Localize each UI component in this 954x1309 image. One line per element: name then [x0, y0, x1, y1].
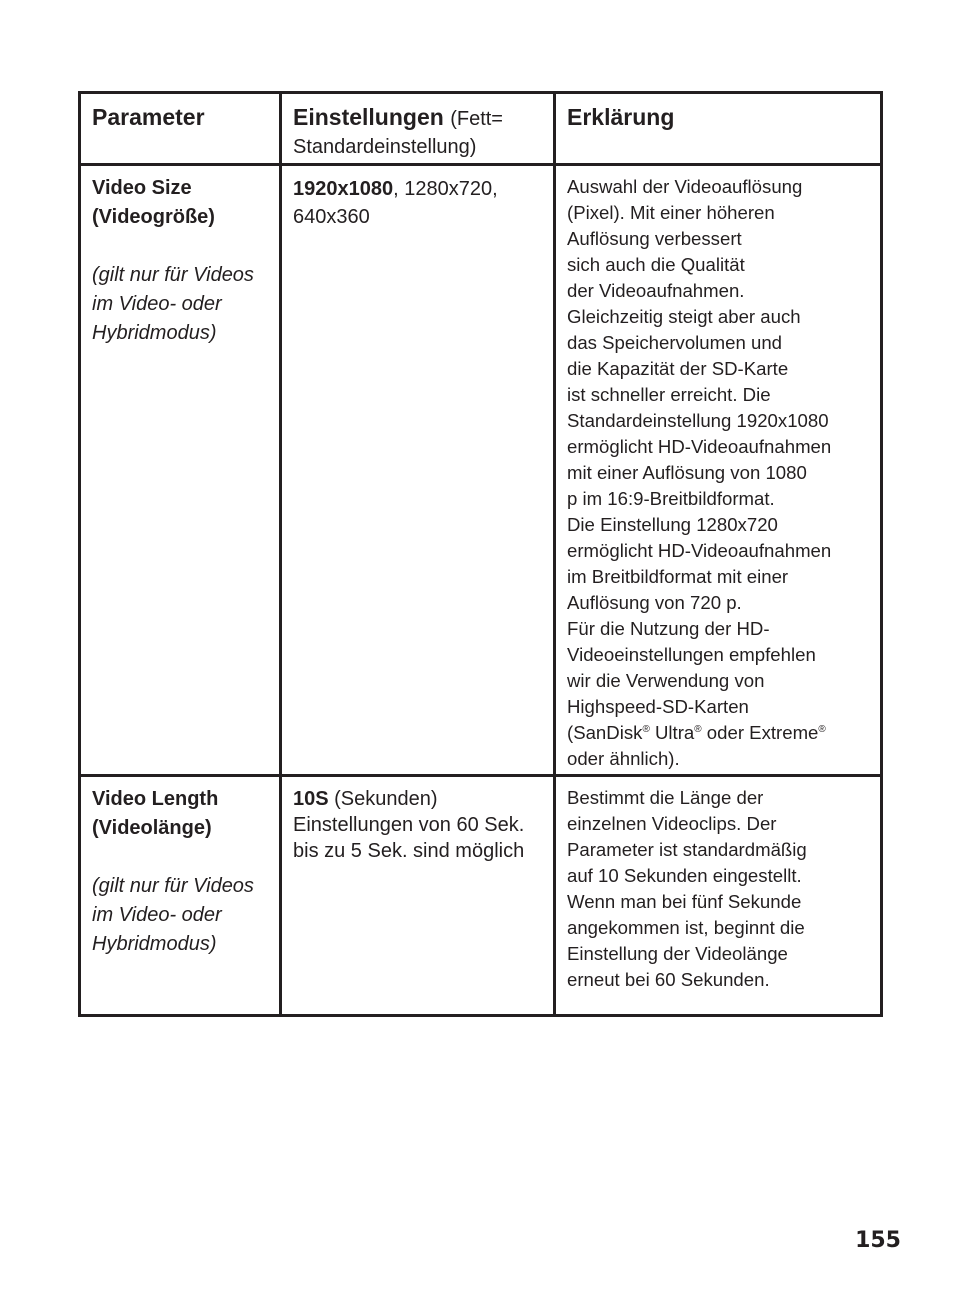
param-note: (gilt nur für Videos im Video- oder Hybridmodus) [92, 875, 254, 955]
explanation-end: oder ähnlich). [567, 748, 680, 769]
setting-options: , 1280x720, 640x360 [293, 178, 498, 228]
brand-sandisk: (SanDisk [567, 722, 643, 743]
header-settings-main: Einstellungen [293, 104, 444, 130]
header-row [80, 93, 882, 165]
table-row-video-size [80, 165, 882, 776]
explanation-cell [555, 165, 882, 776]
param-name: Video Length [92, 788, 219, 810]
explanation-text: Auswahl der Videoauflösung (Pixel). Mit einer höheren Auflösung verbessert sich auch die Qualität der Videoaufnahmen. Gleichzeitig steigt aber auch das Speichervolumen und die Kapazität der SD-Karte ist schneller erreicht. Die Standardeinstellung 1920x1080 ermöglicht HD-Videoaufnahmen mit einer Auflösung von 1080 p im 16:9-Breitbildformat. Die Einstellung 1280x720 ermöglicht HD-Videoaufnahmen im Breitbildformat mit einer Auflösung von 720 p. Für die Nutzung der HD- Videoeinstellungen empfehlen wir die Verwendung von Highspeed-SD-Karten [567, 176, 832, 717]
param-cell [80, 776, 281, 1016]
setting-options: (Sekunden) Einstellungen von 60 Sek. bis zu 5 Sek. sind möglich [293, 788, 525, 862]
setting-cell [281, 165, 555, 776]
param-name: Video Size [92, 177, 192, 199]
param-note: (gilt nur für Videos im Video- oder Hybridmodus) [92, 264, 254, 344]
default-setting: 10S [293, 788, 329, 810]
param-cell [80, 165, 281, 776]
header-settings [281, 93, 555, 165]
header-parameter: Parameter [80, 93, 281, 165]
header-settings-note-open: (Fett= [450, 108, 503, 130]
brand-ultra: Ultra [649, 722, 695, 743]
table-row-video-length [80, 776, 882, 1016]
header-settings-note-rest: Standardeinstellung) [293, 136, 477, 158]
page-number: 155 [855, 1228, 901, 1253]
setting-cell [281, 776, 555, 1016]
registered-mark: ® [642, 723, 650, 735]
registered-mark: ® [818, 723, 826, 735]
header-explanation: Erklärung [555, 93, 882, 165]
brand-extreme: oder Extreme [701, 722, 819, 743]
param-name-sub: (Videogröße) [92, 206, 215, 228]
default-setting: 1920x1080 [293, 178, 394, 200]
brand-line [567, 722, 826, 743]
param-name-sub: (Videolänge) [92, 817, 212, 839]
parameter-table [78, 91, 883, 1017]
explanation-cell: Bestimmt die Länge der einzelnen Videoclips. Der Parameter ist standardmäßig auf 10 Sekunden eingestellt. Wenn man bei fünf Sekunde angekommen ist, beginnt die Einstellung der Videolänge erneut bei 60 Sekunden. [555, 776, 882, 1016]
registered-mark: ® [694, 723, 702, 735]
